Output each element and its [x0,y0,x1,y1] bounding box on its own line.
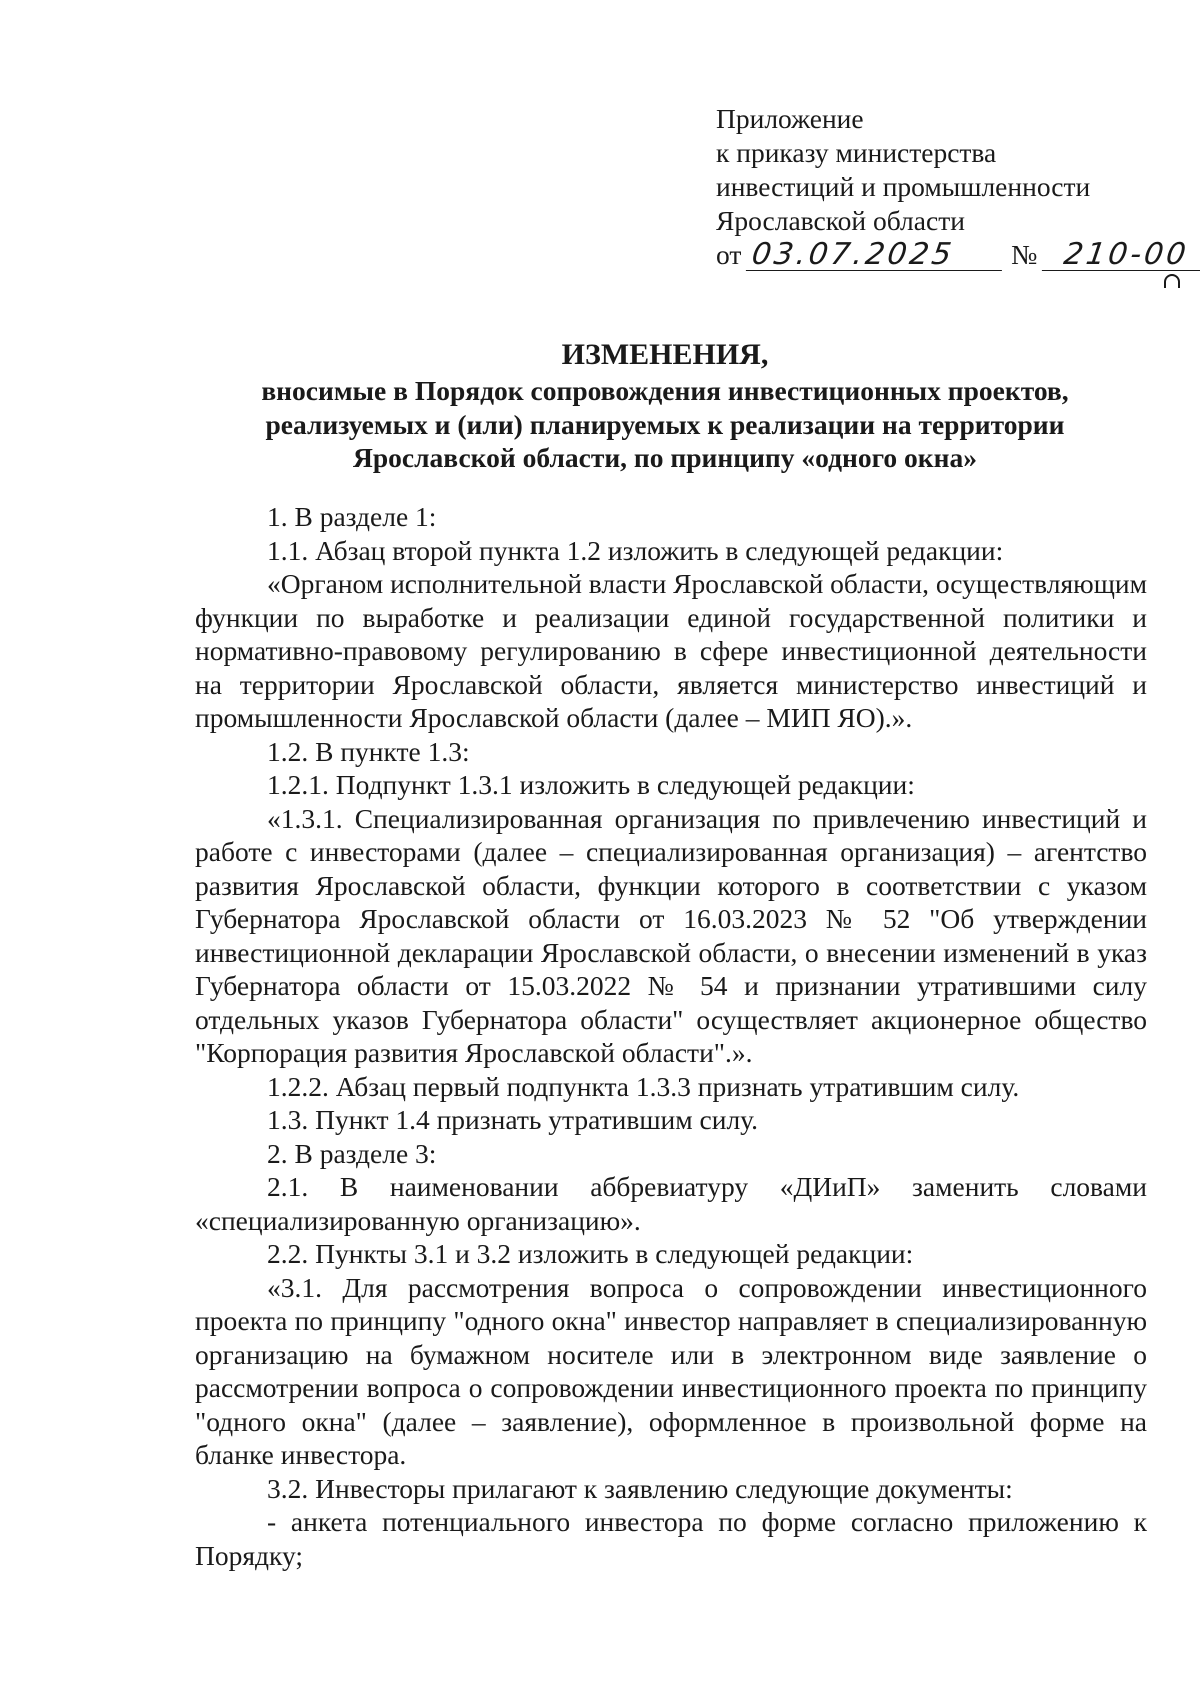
paragraph: 2.2. Пункты 3.1 и 3.2 изложить в следующей редакции: [267,1238,914,1269]
title-line-1: вносимые в Порядок сопровождения инвестиционных проектов, [261,375,1069,406]
paragraph: 2.1. В наименовании аббревиатуру «ДИиП» заменить словами «специализированную организацию». [195,1171,1147,1236]
paragraph: 3.2. Инвесторы прилагают к заявлению следующие документы: [267,1472,1013,1504]
appendix-block [716,102,1200,272]
paragraph: «1.3.1. Специализированная организация по привлечению инвестиций и работе с инвесторами (далее – специализированная организация) – агентство развития Ярославской области, функции которого в соответствии с указом Губернатора Ярославской области от 16.03.2023 № 52 "Об утверждении инвестиционной декларации Ярославской области, о внесении изменений в указ Губернатора области от 15.03.2022 № 54 и признании утратившими силу отдельных указов Губернатора области" осуществляет акционерное общество "Корпорация развития Ярославской области".». [195,802,1147,1068]
handwritten-number: 210-00 [1042,240,1200,271]
appendix-line-2: к приказу министерства [716,137,997,168]
paragraph: 2. В разделе 3: [267,1137,437,1169]
order-date-number-line [716,238,1200,272]
paragraph: 1.2.1. Подпункт 1.3.1 изложить в следующей редакции: [267,769,915,800]
title-line-2: реализуемых и (или) планируемых к реализации на территории [265,408,1065,440]
appendix-line-1: Приложение [716,103,864,134]
paragraph: 1.2. В пункте 1.3: [267,735,470,767]
paragraph: «3.1. Для рассмотрения вопроса о сопровождении инвестиционного проекта по принципу "одного окна" инвестор направляет в специализированную организацию на бумажном носителе или в электронном виде заявление о рассмотрении вопроса о сопровождении инвестиционного проекта по принципу "одного окна" (далее – заявление), оформленное в произвольной форме на бланке инвестора. [195,1271,1147,1470]
document-body [195,500,1147,1572]
paragraph: 1. В разделе 1: [267,501,437,532]
appendix-line-4: Ярославской области [716,205,965,236]
handwritten-mark [1164,274,1180,288]
paragraph: - анкета потенциального инвестора по форме согласно приложению к Порядку; [195,1506,1147,1571]
title-line-3: Ярославской области, по принципу «одного окна» [353,442,977,473]
number-sign: № [1011,239,1038,270]
title-heading: ИЗМЕНЕНИЯ, [561,338,769,371]
handwritten-date: 03.07.2025 [746,240,1006,271]
paragraph: 1.2.2. Абзац первый подпункта 1.3.3 признать утратившим силу. [267,1070,1020,1102]
paragraph: «Органом исполнительной власти Ярославской области, осуществляющим функции по выработке и реализации единой государственной политики и нормативно-правовому регулированию в сфере инвестиционной деятельности на территории Ярославской области, является министерство инвестиций и промышленности Ярославской области (далее – МИП ЯО).». [195,568,1147,733]
from-label: от [716,239,742,270]
paragraph: 1.1. Абзац второй пункта 1.2 изложить в следующей редакции: [267,534,1004,566]
appendix-line-3: инвестиций и промышленности [716,171,1091,202]
paragraph: 1.3. Пункт 1.4 признать утратившим силу. [267,1104,759,1135]
document-title [200,336,1130,475]
